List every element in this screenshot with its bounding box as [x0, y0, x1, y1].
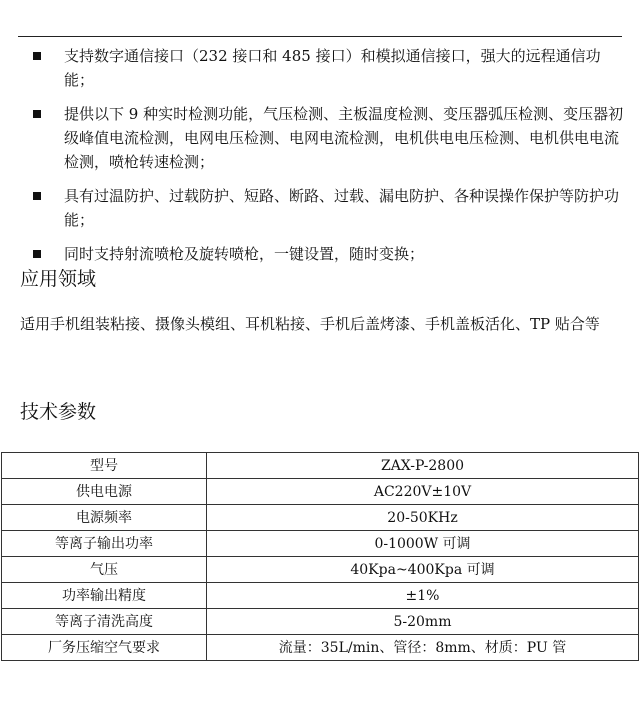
table-row [2, 583, 639, 609]
application-heading: 应用领域 [20, 268, 97, 290]
spec-value: 0-1000W 可调 [207, 531, 639, 557]
spec-value: AC220V±10V [207, 479, 639, 505]
table-row [2, 531, 639, 557]
table-row [2, 479, 639, 505]
spec-label: 型号 [2, 453, 207, 479]
feature-text: 具有过温防护、过载防护、短路、断路、过载、漏电防护、各种误操作保护等防护功能； [64, 187, 620, 229]
table-row [2, 505, 639, 531]
table-row [2, 635, 639, 661]
feature-text: 提供以下 9 种实时检测功能，气压检测、主板温度检测、变压器弧压检测、变压器初级峰值电流检测，电网电压检测、电网电流检测，电机供电电压检测、电机供电电流检测，喷枪转速检测； [64, 105, 624, 171]
square-bullet-icon [33, 192, 41, 200]
square-bullet-icon [33, 52, 41, 60]
spec-label: 厂务压缩空气要求 [2, 635, 207, 661]
table-row [2, 609, 639, 635]
table-row [2, 453, 639, 479]
table-row [2, 557, 639, 583]
feature-text: 同时支持射流喷枪及旋转喷枪，一键设置，随时变换； [64, 245, 425, 263]
spec-label: 功率输出精度 [2, 583, 207, 609]
square-bullet-icon [33, 110, 41, 118]
feature-text: 支持数字通信接口（232 接口和 485 接口）和模拟通信接口，强大的远程通信功能； [64, 47, 601, 89]
spec-value: 20-50KHz [207, 505, 639, 531]
spec-value: 流量：35L/min、管径：8mm、材质：PU 管 [207, 635, 639, 661]
spec-label: 等离子清洗高度 [2, 609, 207, 635]
feature-item [0, 44, 640, 92]
feature-list [0, 44, 640, 276]
spec-label: 气压 [2, 557, 207, 583]
specs-heading: 技术参数 [20, 401, 97, 423]
specs-table [1, 452, 639, 661]
spec-label: 供电电源 [2, 479, 207, 505]
feature-item [0, 242, 640, 266]
feature-item [0, 102, 640, 174]
spec-value: 5-20mm [207, 609, 639, 635]
application-text: 适用手机组装粘接、摄像头模组、耳机粘接、手机后盖烤漆、手机盖板活化、TP 贴合等 [20, 315, 600, 333]
spec-value: 40Kpa~400Kpa 可调 [207, 557, 639, 583]
top-divider [18, 36, 622, 37]
feature-item [0, 184, 640, 232]
square-bullet-icon [33, 250, 41, 258]
spec-value: ±1% [207, 583, 639, 609]
spec-value: ZAX-P-2800 [207, 453, 639, 479]
spec-label: 电源频率 [2, 505, 207, 531]
spec-label: 等离子输出功率 [2, 531, 207, 557]
